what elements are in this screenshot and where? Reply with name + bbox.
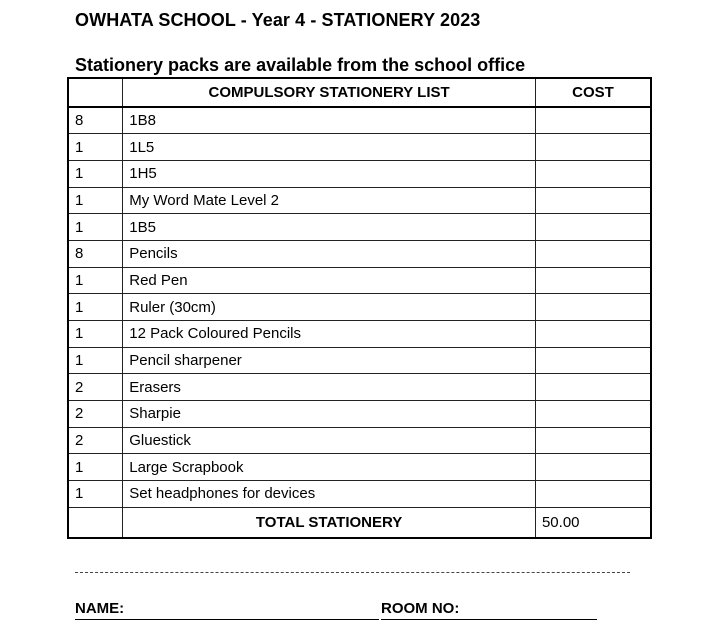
row-cost bbox=[535, 240, 651, 267]
row-item: My Word Mate Level 2 bbox=[123, 187, 536, 214]
table-row bbox=[68, 160, 651, 187]
table-row bbox=[68, 107, 651, 134]
row-qty: 2 bbox=[68, 401, 123, 428]
name-line bbox=[75, 619, 379, 620]
row-cost bbox=[535, 481, 651, 508]
stationery-table bbox=[67, 77, 652, 539]
row-item: 1B5 bbox=[123, 214, 536, 241]
row-qty: 1 bbox=[68, 321, 123, 348]
room-line bbox=[381, 619, 597, 620]
row-item: Pencil sharpener bbox=[123, 347, 536, 374]
total-label: TOTAL STATIONERY bbox=[123, 507, 536, 538]
table-row bbox=[68, 427, 651, 454]
name-label: NAME: bbox=[75, 600, 125, 617]
row-qty: 1 bbox=[68, 347, 123, 374]
row-item: Red Pen bbox=[123, 267, 536, 294]
total-qty-cell bbox=[68, 507, 123, 538]
row-qty: 1 bbox=[68, 160, 123, 187]
row-cost bbox=[535, 267, 651, 294]
table-header-row bbox=[68, 78, 651, 107]
header-cost: COST bbox=[535, 78, 651, 107]
row-cost bbox=[535, 454, 651, 481]
table-row bbox=[68, 481, 651, 508]
table-row bbox=[68, 240, 651, 267]
row-item: Ruler (30cm) bbox=[123, 294, 536, 321]
document-subtitle: Stationery packs are available from the school office bbox=[75, 55, 526, 75]
table-row bbox=[68, 321, 651, 348]
header-qty bbox=[68, 78, 123, 107]
cut-line-divider bbox=[75, 572, 630, 573]
row-item: Pencils bbox=[123, 240, 536, 267]
total-row bbox=[68, 507, 651, 538]
table-row bbox=[68, 214, 651, 241]
table-row bbox=[68, 187, 651, 214]
row-item: 1H5 bbox=[123, 160, 536, 187]
row-qty: 8 bbox=[68, 240, 123, 267]
table-row bbox=[68, 454, 651, 481]
row-qty: 1 bbox=[68, 454, 123, 481]
row-item: Set headphones for devices bbox=[123, 481, 536, 508]
row-cost bbox=[535, 134, 651, 161]
table-row bbox=[68, 401, 651, 428]
row-cost bbox=[535, 294, 651, 321]
row-qty: 1 bbox=[68, 187, 123, 214]
table-row bbox=[68, 294, 651, 321]
row-cost bbox=[535, 427, 651, 454]
row-cost bbox=[535, 374, 651, 401]
total-value: 50.00 bbox=[535, 507, 651, 538]
row-qty: 2 bbox=[68, 374, 123, 401]
row-item: 1B8 bbox=[123, 107, 536, 134]
row-qty: 2 bbox=[68, 427, 123, 454]
row-item: Large Scrapbook bbox=[123, 454, 536, 481]
row-qty: 1 bbox=[68, 481, 123, 508]
table-row bbox=[68, 267, 651, 294]
row-cost bbox=[535, 187, 651, 214]
room-label: ROOM NO: bbox=[381, 600, 460, 617]
row-qty: 1 bbox=[68, 214, 123, 241]
row-item: 12 Pack Coloured Pencils bbox=[123, 321, 536, 348]
row-cost bbox=[535, 107, 651, 134]
document-title: OWHATA SCHOOL - Year 4 - STATIONERY 2023 bbox=[75, 10, 481, 30]
row-item: Sharpie bbox=[123, 401, 536, 428]
row-qty: 1 bbox=[68, 294, 123, 321]
row-cost bbox=[535, 401, 651, 428]
row-qty: 1 bbox=[68, 267, 123, 294]
row-item: Gluestick bbox=[123, 427, 536, 454]
table-row bbox=[68, 134, 651, 161]
table-row bbox=[68, 374, 651, 401]
row-cost bbox=[535, 160, 651, 187]
table-row bbox=[68, 347, 651, 374]
row-qty: 1 bbox=[68, 134, 123, 161]
row-qty: 8 bbox=[68, 107, 123, 134]
row-item: Erasers bbox=[123, 374, 536, 401]
row-cost bbox=[535, 321, 651, 348]
row-cost bbox=[535, 347, 651, 374]
row-cost bbox=[535, 214, 651, 241]
header-item: COMPULSORY STATIONERY LIST bbox=[123, 78, 536, 107]
row-item: 1L5 bbox=[123, 134, 536, 161]
